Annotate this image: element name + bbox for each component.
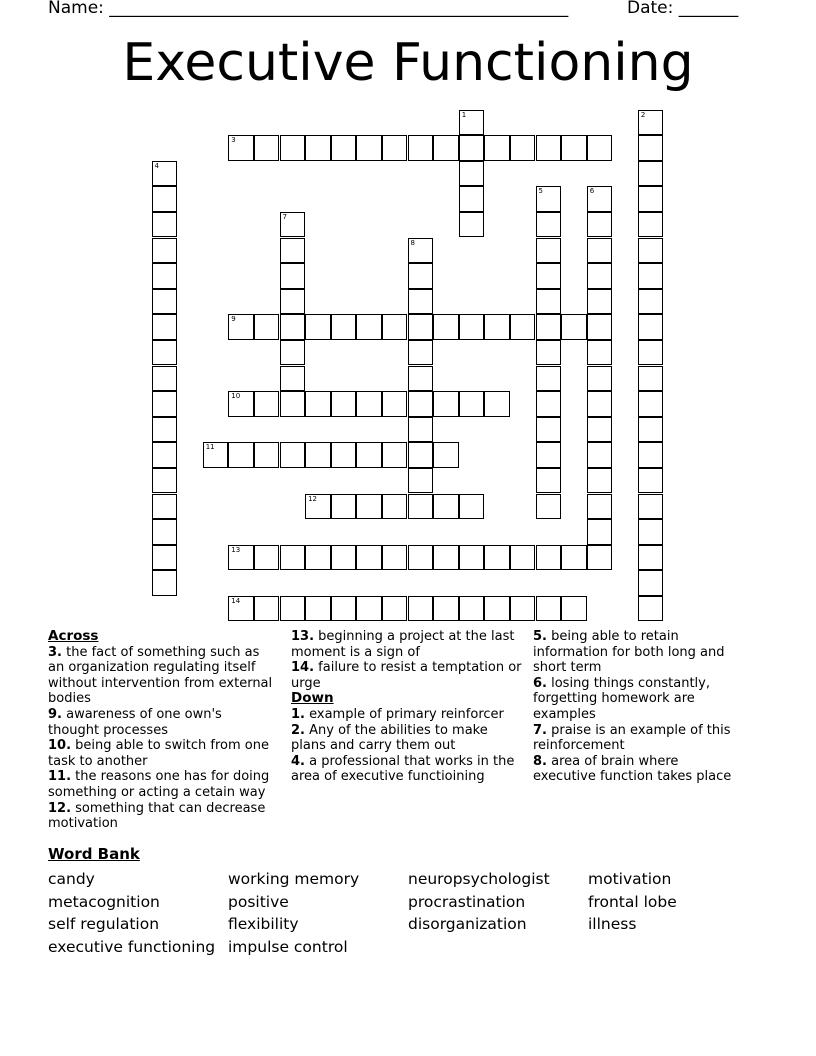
- grid-cell[interactable]: [356, 545, 382, 571]
- grid-cell[interactable]: [152, 289, 178, 315]
- grid-cell[interactable]: [152, 238, 178, 264]
- grid-cell[interactable]: [638, 110, 664, 136]
- grid-cell[interactable]: [280, 238, 306, 264]
- grid-cell[interactable]: [152, 314, 178, 340]
- clue-item: [291, 723, 523, 754]
- grid-cell[interactable]: [536, 289, 562, 315]
- grid-cell[interactable]: [587, 442, 613, 468]
- grid-cell[interactable]: [280, 314, 306, 340]
- grid-cell[interactable]: [484, 391, 510, 417]
- clue-item: [291, 660, 523, 691]
- grid-cell[interactable]: [152, 366, 178, 392]
- grid-cell[interactable]: [280, 135, 306, 161]
- grid-cell[interactable]: [331, 442, 357, 468]
- word-bank-item: illness: [588, 915, 637, 934]
- clues-column-2: [291, 629, 523, 785]
- clue-item: [533, 723, 745, 754]
- clues-column-3: [533, 629, 745, 785]
- grid-cell[interactable]: [587, 314, 613, 340]
- clue-item: [533, 754, 745, 785]
- grid-cell[interactable]: [408, 263, 434, 289]
- grid-cell[interactable]: [536, 391, 562, 417]
- grid-cell[interactable]: [484, 545, 510, 571]
- clue-text: being able to switch from one task to another: [48, 738, 270, 769]
- word-bank-column-2: [228, 868, 359, 958]
- grid-cell[interactable]: [433, 442, 459, 468]
- clue-item: [291, 629, 523, 660]
- grid-cell[interactable]: [638, 417, 664, 443]
- clue-number-label: 4.: [291, 753, 305, 769]
- grid-cell[interactable]: [638, 570, 664, 596]
- grid-cell[interactable]: [280, 263, 306, 289]
- grid-cell[interactable]: [459, 161, 485, 187]
- grid-cell[interactable]: [433, 596, 459, 622]
- grid-cell[interactable]: [638, 314, 664, 340]
- clue-number-label: 5.: [533, 629, 547, 644]
- grid-cell[interactable]: [356, 391, 382, 417]
- grid-cell[interactable]: [459, 545, 485, 571]
- grid-cell[interactable]: [536, 135, 562, 161]
- clue-number: 7: [282, 212, 287, 221]
- grid-cell[interactable]: [484, 135, 510, 161]
- grid-cell[interactable]: [536, 238, 562, 264]
- name-line[interactable]: ______________________________________________________: [109, 0, 569, 18]
- clue-item: [291, 754, 523, 785]
- clues-column-1: [48, 629, 273, 832]
- grid-cell[interactable]: [459, 494, 485, 520]
- grid-cell[interactable]: [587, 391, 613, 417]
- down-heading: Down: [291, 690, 334, 707]
- grid-cell[interactable]: [356, 314, 382, 340]
- grid-cell[interactable]: [459, 135, 485, 161]
- grid-cell[interactable]: [433, 494, 459, 520]
- grid-cell[interactable]: [228, 442, 254, 468]
- word-bank-item: flexibility: [228, 915, 299, 934]
- clue-text: a professional that works in the area of executive functioining: [291, 753, 515, 785]
- grid-cell[interactable]: [382, 391, 408, 417]
- grid-cell[interactable]: [638, 263, 664, 289]
- grid-cell[interactable]: [510, 596, 536, 622]
- grid-cell[interactable]: [536, 212, 562, 238]
- grid-cell[interactable]: [587, 494, 613, 520]
- grid-cell[interactable]: [280, 340, 306, 366]
- grid-cell[interactable]: [433, 391, 459, 417]
- word-bank-item: frontal lobe: [588, 892, 677, 911]
- clue-number-label: 13.: [291, 629, 315, 644]
- clue-text: failure to resist a temptation or urge: [291, 660, 522, 691]
- grid-cell[interactable]: [228, 596, 254, 622]
- clue-text: being able to retain information for both long and short term: [533, 629, 725, 676]
- grid-cell[interactable]: [587, 340, 613, 366]
- across-heading: Across: [48, 628, 99, 644]
- grid-cell[interactable]: [587, 212, 613, 238]
- clue-number-label: 3.: [48, 644, 62, 660]
- clue-item: [48, 738, 273, 769]
- grid-cell[interactable]: [331, 545, 357, 571]
- word-bank-heading: Word Bank: [48, 845, 140, 863]
- clue-number-label: 11.: [48, 769, 72, 785]
- grid-cell[interactable]: [152, 186, 178, 212]
- grid-cell[interactable]: [536, 417, 562, 443]
- grid-cell[interactable]: [459, 110, 485, 136]
- grid-cell[interactable]: [536, 596, 562, 622]
- grid-cell[interactable]: [408, 340, 434, 366]
- page-title: Executive Functioning: [122, 33, 694, 93]
- word-bank-column-3: [408, 868, 550, 936]
- grid-cell[interactable]: [356, 442, 382, 468]
- grid-cell[interactable]: [382, 545, 408, 571]
- clue-number: 9: [231, 315, 236, 324]
- grid-cell[interactable]: [280, 545, 306, 571]
- grid-cell[interactable]: [587, 417, 613, 443]
- clue-item: [48, 707, 273, 738]
- grid-cell[interactable]: [280, 212, 306, 238]
- grid-cell[interactable]: [408, 238, 434, 264]
- word-bank-item: metacognition: [48, 892, 160, 911]
- grid-cell[interactable]: [356, 135, 382, 161]
- grid-cell[interactable]: [408, 417, 434, 443]
- grid-cell[interactable]: [587, 263, 613, 289]
- grid-cell[interactable]: [638, 596, 664, 622]
- grid-cell[interactable]: [638, 545, 664, 571]
- clue-number: 11: [205, 443, 215, 452]
- grid-cell[interactable]: [587, 135, 613, 161]
- word-bank-item: positive: [228, 892, 289, 911]
- word-bank-item: self regulation: [48, 915, 160, 934]
- grid-cell[interactable]: [561, 596, 587, 622]
- grid-cell[interactable]: [408, 135, 434, 161]
- clue-text: beginning a project at the last moment is a sign of: [291, 629, 515, 660]
- grid-cell[interactable]: [433, 314, 459, 340]
- clue-number: 5: [538, 187, 543, 196]
- grid-cell[interactable]: [356, 494, 382, 520]
- clue-text: the reasons one has for doing something or acting a cetain way: [48, 769, 270, 800]
- grid-cell[interactable]: [408, 391, 434, 417]
- grid-cell[interactable]: [408, 545, 434, 571]
- clue-text: something that can decrease motivation: [48, 800, 266, 832]
- grid-cell[interactable]: [152, 340, 178, 366]
- clue-number-label: 14.: [291, 660, 315, 676]
- grid-cell[interactable]: [459, 314, 485, 340]
- grid-cell[interactable]: [331, 135, 357, 161]
- grid-cell[interactable]: [254, 545, 280, 571]
- clue-text: Any of the abilities to make plans and carry them out: [291, 722, 488, 754]
- grid-cell[interactable]: [254, 135, 280, 161]
- word-bank-column-1: [48, 868, 215, 958]
- grid-cell[interactable]: [152, 468, 178, 494]
- grid-cell[interactable]: [484, 596, 510, 622]
- grid-cell[interactable]: [408, 494, 434, 520]
- clue-item: [533, 676, 745, 723]
- grid-cell[interactable]: [536, 468, 562, 494]
- grid-cell[interactable]: [203, 442, 229, 468]
- grid-cell[interactable]: [254, 314, 280, 340]
- grid-cell[interactable]: [408, 468, 434, 494]
- grid-cell[interactable]: [280, 289, 306, 315]
- grid-cell[interactable]: [382, 314, 408, 340]
- grid-cell[interactable]: [280, 366, 306, 392]
- date-line[interactable]: _______: [678, 0, 739, 18]
- grid-cell[interactable]: [228, 391, 254, 417]
- grid-cell[interactable]: [152, 391, 178, 417]
- grid-cell[interactable]: [254, 391, 280, 417]
- grid-cell[interactable]: [638, 442, 664, 468]
- grid-cell[interactable]: [638, 238, 664, 264]
- clue-number-label: 10.: [48, 738, 72, 754]
- word-bank-item: neuropsychologist: [408, 870, 550, 888]
- word-bank-item: procrastination: [408, 892, 526, 911]
- grid-cell[interactable]: [152, 494, 178, 520]
- word-bank-column-4: [588, 868, 677, 936]
- clue-number-label: 2.: [291, 722, 305, 738]
- grid-cell[interactable]: [561, 135, 587, 161]
- grid-cell[interactable]: [510, 545, 536, 571]
- grid-cell[interactable]: [152, 161, 178, 187]
- grid-cell[interactable]: [305, 545, 331, 571]
- grid-cell[interactable]: [280, 391, 306, 417]
- clue-item: [533, 629, 745, 676]
- clue-number-label: 1.: [291, 706, 305, 722]
- grid-cell[interactable]: [638, 340, 664, 366]
- grid-cell[interactable]: [536, 314, 562, 340]
- word-bank-item: disorganization: [408, 915, 527, 934]
- grid-cell[interactable]: [587, 186, 613, 212]
- word-bank-item: executive functioning: [48, 937, 216, 956]
- grid-cell[interactable]: [408, 442, 434, 468]
- grid-cell[interactable]: [587, 468, 613, 494]
- clue-text: losing things constantly, forgetting homework are examples: [533, 675, 710, 722]
- grid-cell[interactable]: [536, 494, 562, 520]
- grid-cell[interactable]: [561, 314, 587, 340]
- word-bank-item: impulse control: [228, 937, 348, 956]
- clue-number: 12: [308, 494, 318, 503]
- date-label: Date:: [627, 0, 674, 18]
- grid-cell[interactable]: [638, 212, 664, 238]
- grid-cell[interactable]: [536, 366, 562, 392]
- grid-cell[interactable]: [305, 596, 331, 622]
- clue-number: 2: [640, 110, 646, 119]
- grid-cell[interactable]: [561, 545, 587, 571]
- clue-item: [48, 769, 273, 800]
- clue-number-label: 7.: [533, 722, 547, 738]
- grid-cell[interactable]: [510, 135, 536, 161]
- grid-cell[interactable]: [228, 135, 254, 161]
- clue-text: awareness of one own's thought processes: [48, 706, 222, 738]
- grid-cell[interactable]: [587, 545, 613, 571]
- clue-text: the fact of something such as an organization regulating itself without intervention from external bodies: [48, 644, 273, 707]
- grid-cell[interactable]: [433, 135, 459, 161]
- grid-cell[interactable]: [331, 494, 357, 520]
- grid-cell[interactable]: [638, 391, 664, 417]
- clue-number: 10: [231, 392, 241, 401]
- word-bank-item: working memory: [228, 870, 360, 888]
- grid-cell[interactable]: [459, 391, 485, 417]
- grid-cell[interactable]: [408, 314, 434, 340]
- grid-cell[interactable]: [587, 366, 613, 392]
- grid-cell[interactable]: [356, 596, 382, 622]
- grid-cell[interactable]: [228, 314, 254, 340]
- grid-cell[interactable]: [254, 596, 280, 622]
- grid-cell[interactable]: [152, 545, 178, 571]
- grid-cell[interactable]: [510, 314, 536, 340]
- grid-cell[interactable]: [536, 186, 562, 212]
- grid-cell[interactable]: [587, 238, 613, 264]
- grid-cell[interactable]: [305, 135, 331, 161]
- clue-number: 14: [231, 596, 241, 605]
- clue-number: 13: [231, 545, 241, 554]
- grid-cell[interactable]: [408, 289, 434, 315]
- grid-cell[interactable]: [459, 186, 485, 212]
- clue-number: 4: [154, 161, 159, 170]
- clue-number: 8: [410, 238, 415, 247]
- grid-cell[interactable]: [408, 596, 434, 622]
- grid-cell[interactable]: [382, 494, 408, 520]
- grid-cell[interactable]: [587, 289, 613, 315]
- grid-cell[interactable]: [305, 314, 331, 340]
- grid-cell[interactable]: [305, 494, 331, 520]
- clue-number-label: 8.: [533, 753, 547, 769]
- clue-number-label: 9.: [48, 706, 62, 722]
- clue-item: [48, 645, 273, 707]
- grid-cell[interactable]: [638, 289, 664, 315]
- grid-cell[interactable]: [331, 596, 357, 622]
- clue-text: praise is an example of this reinforcement: [533, 722, 731, 754]
- grid-cell[interactable]: [638, 135, 664, 161]
- grid-cell[interactable]: [254, 442, 280, 468]
- grid-cell[interactable]: [638, 519, 664, 545]
- clue-item: [48, 801, 273, 832]
- grid-cell[interactable]: [305, 391, 331, 417]
- grid-cell[interactable]: [638, 366, 664, 392]
- grid-cell[interactable]: [152, 263, 178, 289]
- clue-number-label: 6.: [533, 675, 547, 691]
- grid-cell[interactable]: [638, 161, 664, 187]
- grid-cell[interactable]: [536, 340, 562, 366]
- word-bank-item: candy: [48, 870, 95, 888]
- grid-cell[interactable]: [228, 545, 254, 571]
- grid-cell[interactable]: [305, 442, 331, 468]
- clue-number: 6: [589, 187, 595, 196]
- grid-cell[interactable]: [587, 519, 613, 545]
- grid-cell[interactable]: [382, 442, 408, 468]
- grid-cell[interactable]: [536, 442, 562, 468]
- grid-cell[interactable]: [536, 263, 562, 289]
- grid-cell[interactable]: [459, 596, 485, 622]
- grid-cell[interactable]: [152, 417, 178, 443]
- clue-text: example of primary reinforcer: [304, 706, 504, 722]
- grid-cell[interactable]: [638, 186, 664, 212]
- grid-cell[interactable]: [152, 570, 178, 596]
- grid-cell[interactable]: [382, 596, 408, 622]
- grid-cell[interactable]: [484, 314, 510, 340]
- grid-cell[interactable]: [280, 442, 306, 468]
- clue-text: area of brain where executive function takes place: [533, 753, 732, 785]
- grid-cell[interactable]: [382, 135, 408, 161]
- grid-cell[interactable]: [536, 545, 562, 571]
- clue-number: 1: [461, 110, 467, 119]
- grid-cell[interactable]: [433, 545, 459, 571]
- grid-cell[interactable]: [331, 391, 357, 417]
- name-label: Name:: [48, 0, 104, 18]
- grid-cell[interactable]: [152, 442, 178, 468]
- grid-cell[interactable]: [152, 519, 178, 545]
- grid-cell[interactable]: [331, 314, 357, 340]
- word-bank-item: motivation: [588, 870, 672, 888]
- grid-cell[interactable]: [408, 366, 434, 392]
- clue-item: [291, 707, 523, 723]
- grid-cell[interactable]: [280, 596, 306, 622]
- clue-number-label: 12.: [48, 800, 72, 816]
- clue-number: 3: [231, 136, 236, 145]
- grid-cell[interactable]: [638, 494, 664, 520]
- grid-cell[interactable]: [459, 212, 485, 238]
- grid-cell[interactable]: [638, 468, 664, 494]
- grid-cell[interactable]: [152, 212, 178, 238]
